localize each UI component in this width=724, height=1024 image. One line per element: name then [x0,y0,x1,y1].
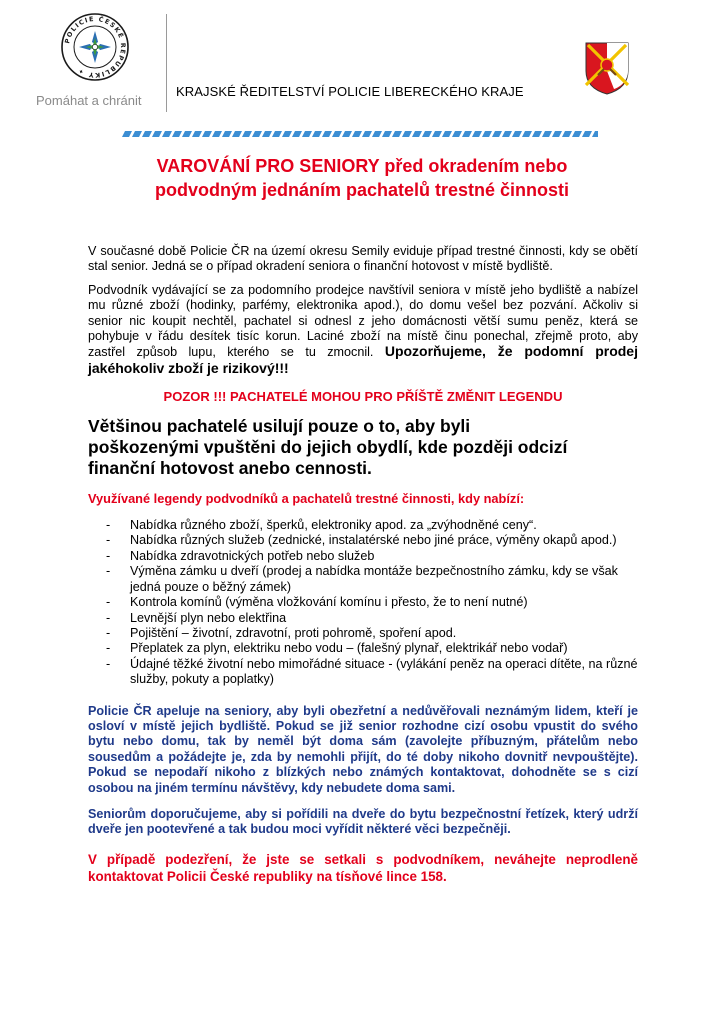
emergency-contact-paragraph: V případě podezření, že jste se setkali s podvodníkem, neváhejte neprodleně kontaktovat Policii České republiky na tísňové lince 158. [88,851,638,884]
title-line-2: podvodným jednáním pachatelů trestné činnosti [154,180,570,200]
incident-text: Podvodník vydávající se za podomního prodejce navštívil seniora v místě jeho bydliště a nabízel mu různé zboží (hodinky, parfémy, elektronika apod.), do domu vešel bez pozvání. Ačkoliv si senior nic koupit nechtěl, pachatel si odnesl z jeho domácnosti větší sumu peněz, která se pohybuje v řádu desítek tisíc korun. Laciné zboží na místě činu ponechal, zřejmě proto, aby zastřel způsob lupu, kterého se tu zmocnil. [88,282,638,360]
list-item: - Levnější plyn nebo elektřina [88,611,638,626]
document-body [88,244,638,885]
liberec-region-coat-of-arms-icon [584,41,630,95]
police-cr-badge-icon [60,12,130,82]
incident-paragraph [88,283,638,377]
list-item: - Nabídka různých služeb (zednické, instalatérské nebo jiné práce, výměny okapů apod.) [88,533,638,548]
intro-paragraph: V současné době Policie ČR na území okresu Semily eviduje případ trestné činnosti, kdy se obětí stal senior. Jedná se o případ okradení seniora o finanční hotovost v místě bydliště. [88,244,638,274]
header-stripe [122,131,598,137]
header-title: KRAJSKÉ ŘEDITELSTVÍ POLICIE LIBERECKÉHO KRAJE [176,84,524,99]
legends-heading: Využívané legendy podvodníků a pachatelů trestné činnosti, kdy nabízí: [88,490,525,506]
recommendation-paragraph: Seniorům doporučujeme, aby si pořídili na dveře do bytu bezpečnostní řetízek, který udrží dveře jen pootevřené a tak budou moci vyřídit některé věci bezpečněji. [88,806,638,837]
list-item: - Přeplatek za plyn, elektriku nebo vodu – (falešný plynař, elektrikář nebo vodař) [88,641,638,656]
appeal-paragraph: Policie ČR apeluje na seniory, aby byli obezřetní a nedůvěřovali neznámým lidem, kteří je osloví v místě jejich bydliště. Pokud se již senior rozhodne cizí osobu vpustit do svého bytu nebo domu, tak by neměl být doma sám (zavolejte příbuzným, přátelům nebo sousedům a požádejte je, zda by nemohli přijít, do té doby nikoho dovnitř nevpouštějte). Pokud se nepodaří nikoho z blízkých nebo známých kontaktovat, dohodněte se s cizí osobou na jiném termínu návštěvy, kdy nebudete doma sami. [88,703,638,795]
list-item: - Nabídka různého zboží, šperků, elektroniky apod. za „zvýhodněné ceny“. [88,518,638,533]
letterhead [0,0,724,140]
svg-text:POLICIE ČESKÉ REPUBLIKY ✦: POLICIE ČESKÉ REPUBLIKY ✦ [63,14,128,80]
legends-list [88,518,638,687]
page-title [90,154,634,202]
door-sale-warning: Upozorňujeme, že podomní prodej jakéhokoliv zboží je rizikový!!! [88,343,638,376]
list-item: - Údajné těžké životní nebo mimořádné situace - (vylákání peněz na operaci dítěte, na různé služby, pokuty a poplatky) [88,657,638,688]
list-item: - Výměna zámku u dveří (prodej a nabídka montáže bezpečnostního zámku, kdy se však jedná pouze o běžný zámek) [88,564,638,595]
header-divider [166,14,167,112]
main-statement: Většinou pachatelé usilují pouze o to, aby byli poškozenými vpuštěni do jejich obydlí, kde později odcizí finanční hotovost anebo cennosti. [88,415,568,478]
pozor-warning: POZOR !!! PACHATELÉ MOHOU PRO PŘÍŠTĚ ZMĚNIT LEGENDU [163,389,563,405]
list-item: - Pojištění – životní, zdravotní, proti pohromě, spoření apod. [88,626,638,641]
list-item: - Kontrola komínů (výměna vložkování komínu i přesto, že to není nutné) [88,595,638,610]
list-item: - Nabídka zdravotnických potřeb nebo služeb [88,549,638,564]
title-line-1: VAROVÁNÍ PRO SENIORY před okradením nebo [156,156,568,176]
motto: Pomáhat a chránit [36,93,142,108]
